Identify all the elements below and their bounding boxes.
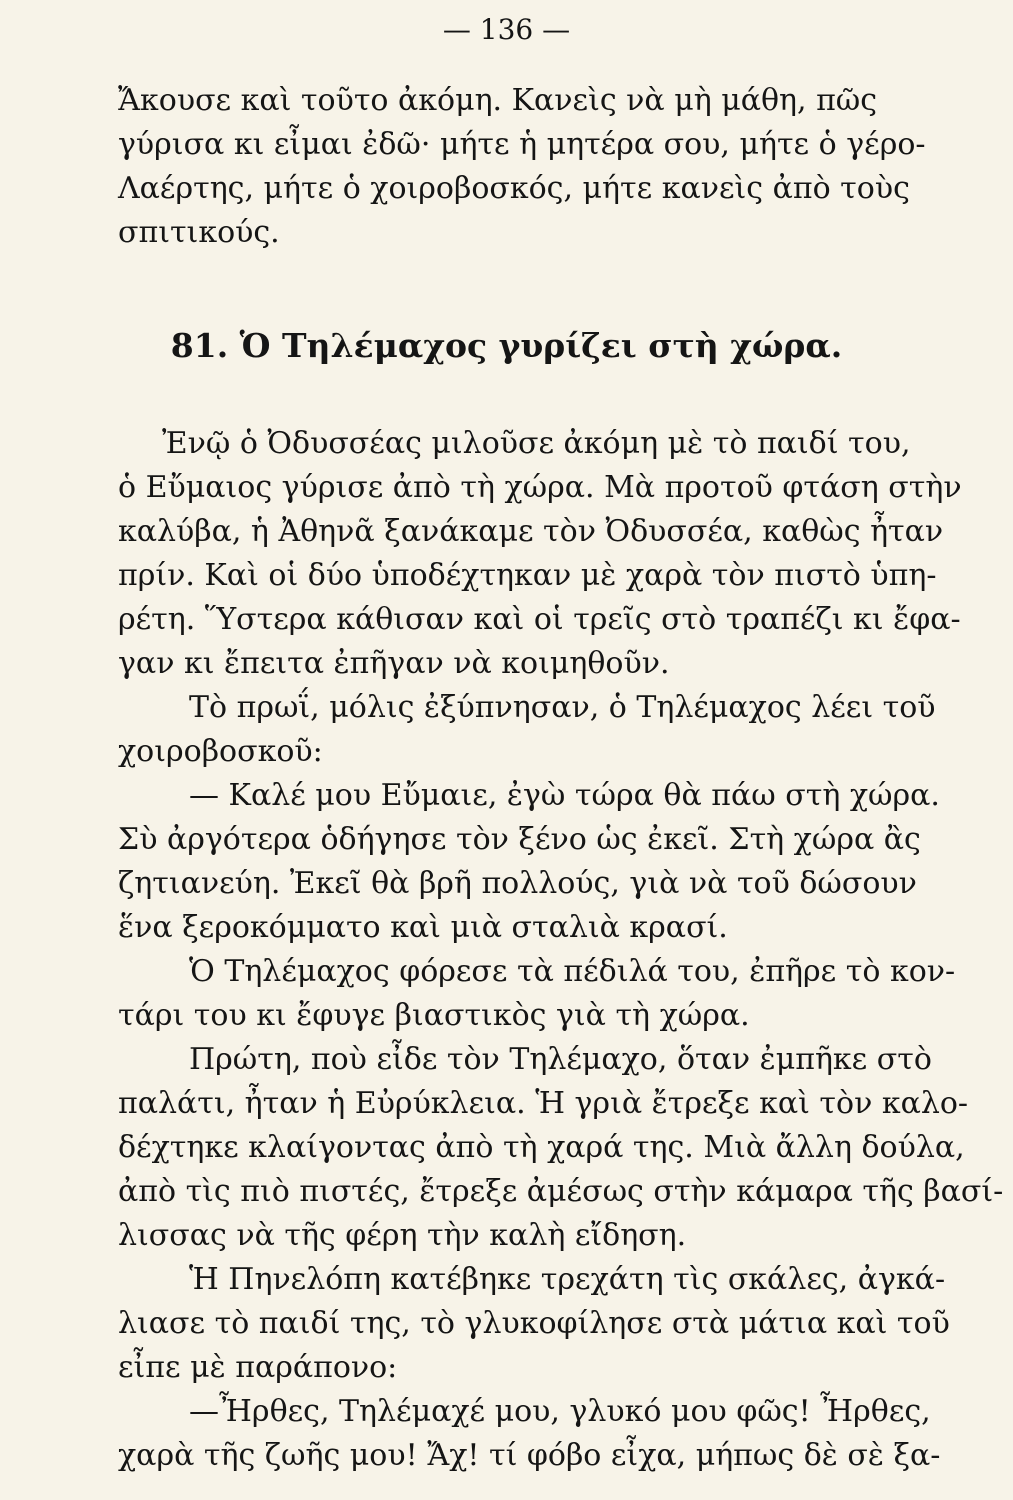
text-line: εἶπε μὲ παράπονο: [118,1350,398,1385]
text-line: λιασε τὸ παιδί της, τὸ γλυκοφίλησε στὰ μάτια καὶ τοῦ [118,1306,950,1341]
text-line: Λαέρτης, μήτε ὁ χοιροβοσκός, μήτε κανεὶς ἀπὸ τοὺς [118,171,910,206]
text-line: ρέτη. Ὕστερα κάθισαν καὶ οἱ τρεῖς στὸ τραπέζι κι ἔφα- [118,602,961,637]
text-line: Πρώτη, ποὺ εἶδε τὸν Τηλέμαχο, ὅταν ἐμπῆκε στὸ [189,1042,932,1077]
text-line: γύρισα κι εἶμαι ἐδῶ· μήτε ἡ μητέρα σου, μήτε ὁ γέρο- [118,127,926,162]
section-heading: 81. Ὁ Τηλέμαχος γυρίζει στὴ χώρα. [170,326,843,365]
text-line: ὁ Εὔμαιος γύρισε ἀπὸ τὴ χώρα. Μὰ προτοῦ φτάση στὴν [118,470,962,505]
text-line: τάρι του κι ἔφυγε βιαστικὸς γιὰ τὴ χώρα. [118,998,750,1033]
text-line: Σὺ ἀργότερα ὁδήγησε τὸν ξένο ὡς ἐκεῖ. Στὴ χώρα ἂς [118,822,921,857]
text-line: Ὁ Τηλέμαχος φόρεσε τὰ πέδιλά του, ἐπῆρε τὸ κον- [189,954,956,989]
text-line: καλύβα, ἡ Ἀθηνᾶ ξανάκαμε τὸν Ὀδυσσέα, καθὼς ἦταν [118,514,944,549]
text-line: — Καλέ μου Εὔμαιε, ἐγὼ τώρα θὰ πάω στὴ χώρα. [189,778,940,813]
text-line: χαρὰ τῆς ζωῆς μου! Ἄχ! τί φόβο εἶχα, μήπως δὲ σὲ ξα- [118,1438,941,1473]
text-line: γαν κι ἔπειτα ἐπῆγαν νὰ κοιμηθοῦν. [118,646,670,681]
text-line: Τὸ πρωΐ, μόλις ἐξύπνησαν, ὁ Τηλέμαχος λέει τοῦ [189,690,936,725]
text-line: Ἡ Πηνελόπη κατέβηκε τρεχάτη τὶς σκάλες, ἀγκά- [189,1262,946,1297]
text-line: Ἄκουσε καὶ τοῦτο ἀκόμη. Κανεὶς νὰ μὴ μάθη, πῶς [118,83,878,118]
text-line: λισσας νὰ τῆς φέρη τὴν καλὴ εἴδηση. [118,1218,687,1253]
text-line: παλάτι, ἦταν ἡ Εὐρύκλεια. Ἡ γριὰ ἔτρεξε καὶ τὸν καλο- [118,1086,969,1121]
text-line: Ἐνῷ ὁ Ὀδυσσέας μιλοῦσε ἀκόμη μὲ τὸ παιδί του, [162,426,911,461]
text-line: πρίν. Καὶ οἱ δύο ὑποδέχτηκαν μὲ χαρὰ τὸν πιστὸ ὑπη- [118,558,937,593]
text-line: ἕνα ξεροκόμματο καὶ μιὰ σταλιὰ κρασί. [118,910,728,945]
text-line: δέχτηκε κλαίγοντας ἀπὸ τὴ χαρά της. Μιὰ ἄλλη δούλα, [118,1130,965,1165]
page-number: — 136 — [442,13,571,46]
text-line: χοιροβοσκοῦ: [118,734,323,769]
text-line: —Ἦρθες, Τηλέμαχέ μου, γλυκό μου φῶς! Ἦρθες, [189,1394,931,1429]
text-line: ἀπὸ τὶς πιὸ πιστές, ἔτρεξε ἀμέσως στὴν κάμαρα τῆς βασί- [118,1174,1004,1209]
text-line: ζητιανεύη. Ἐκεῖ θὰ βρῆ πολλούς, γιὰ νὰ τοῦ δώσουν [118,866,917,901]
text-line: σπιτικούς. [118,215,280,250]
